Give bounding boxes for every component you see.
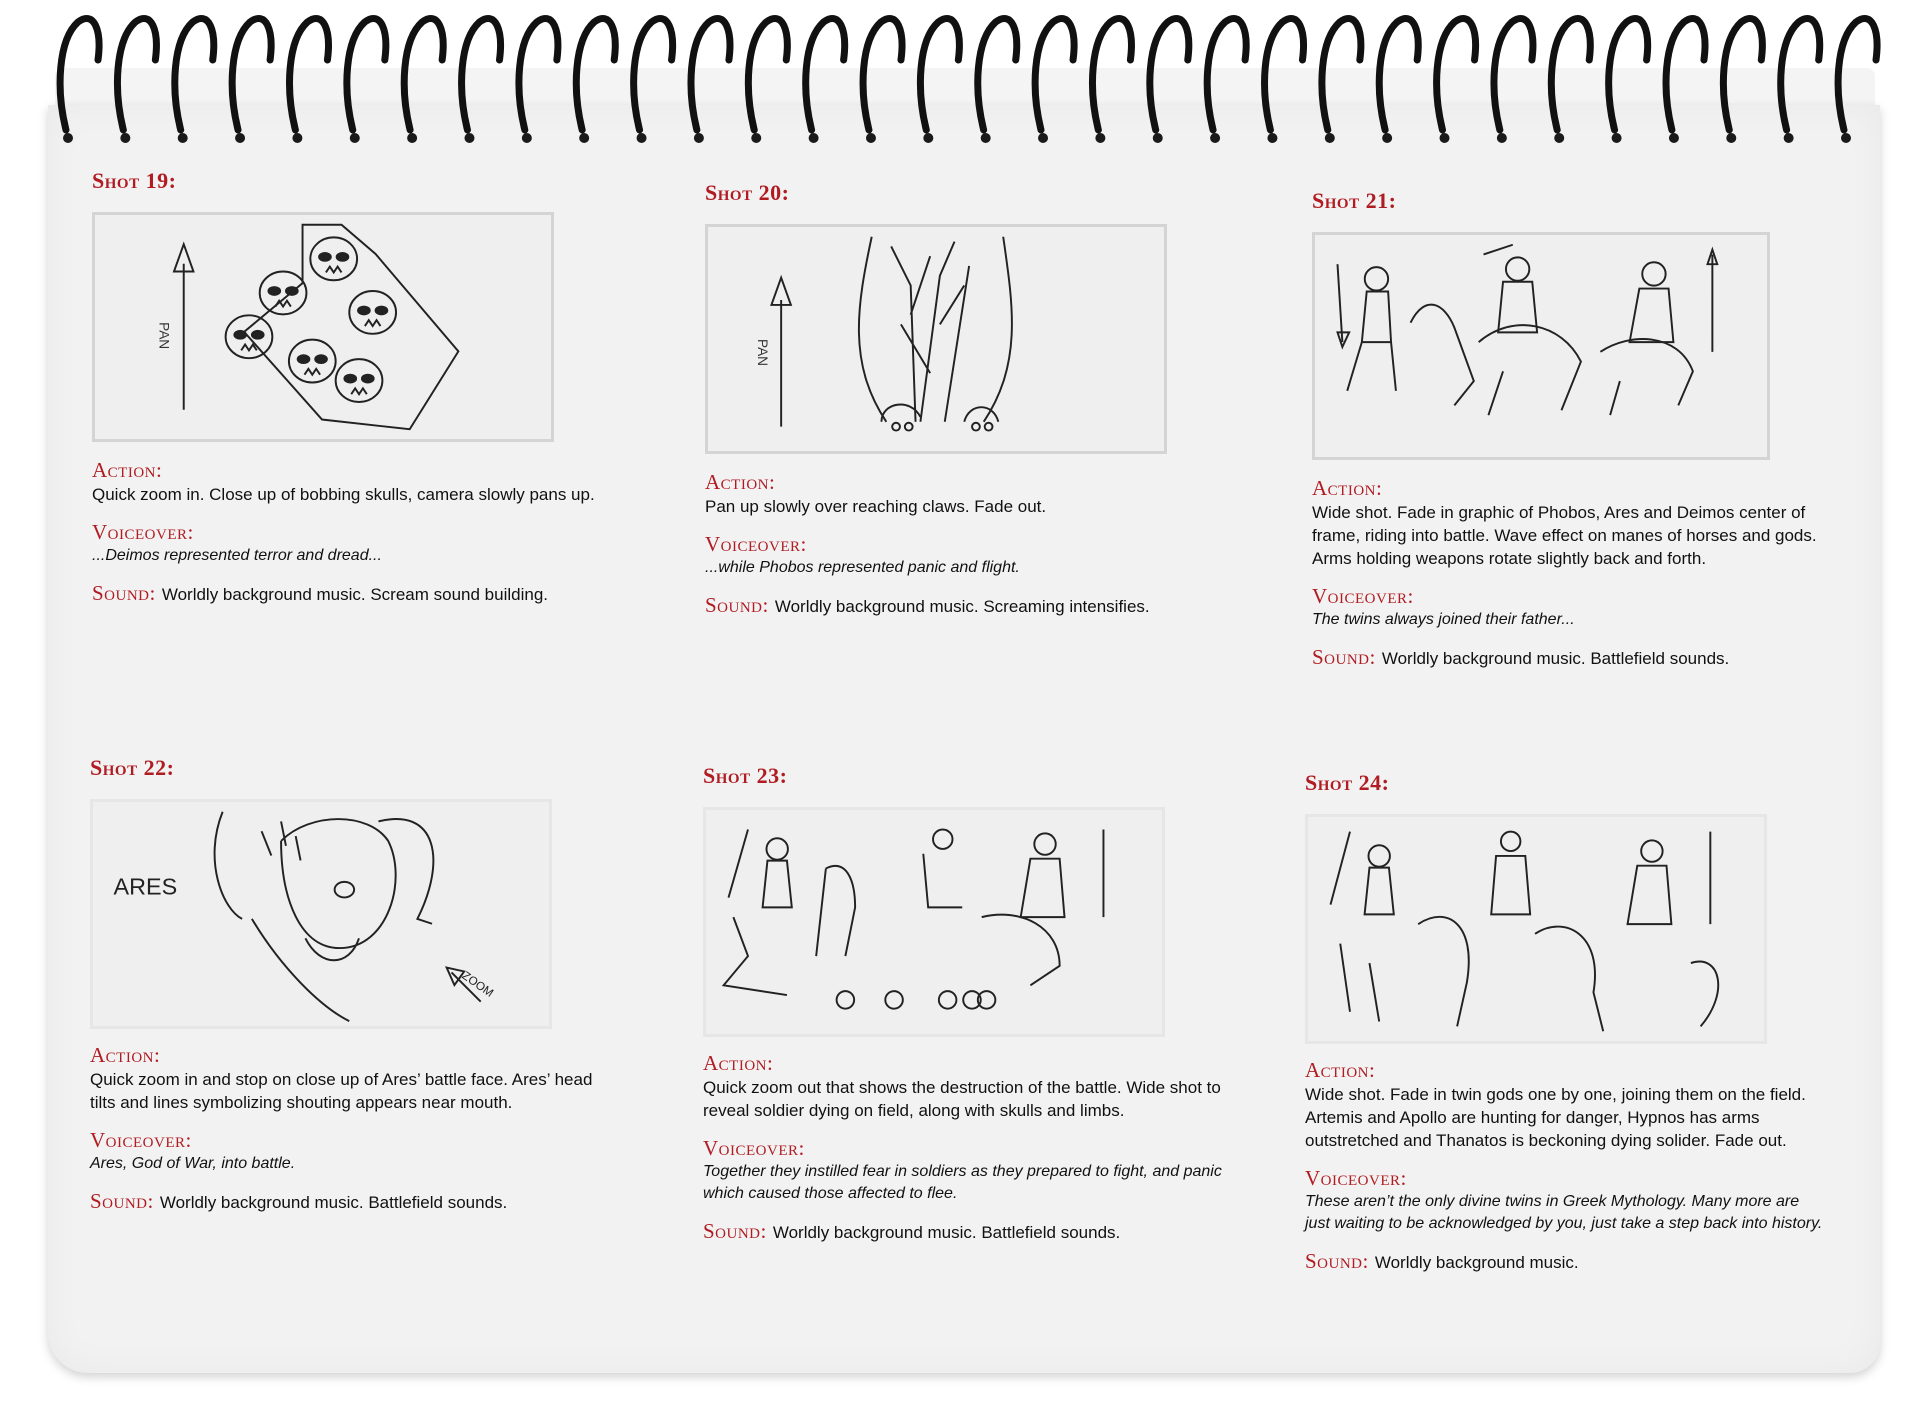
ares-face-sketch-icon bbox=[93, 802, 549, 1026]
binding-hole bbox=[1440, 133, 1450, 143]
sound-text: Worldly background music. Battlefield sounds. bbox=[159, 1193, 508, 1212]
voiceover-text: ...while Phobos represented panic and flight. bbox=[705, 559, 1020, 576]
spiral-coil bbox=[978, 18, 1017, 130]
voiceover-text: The twins always joined their father... bbox=[1312, 611, 1575, 628]
binding-hole bbox=[1612, 133, 1622, 143]
shot-title: Shot 22: bbox=[90, 755, 175, 780]
sound-text: Worldly background music. Battlefield sounds. bbox=[772, 1223, 1121, 1242]
voiceover-label: Voiceover: bbox=[703, 1136, 805, 1160]
voiceover-label: Voiceover: bbox=[1305, 1166, 1407, 1190]
action-label: Action: bbox=[1305, 1058, 1376, 1082]
binding-hole bbox=[1325, 133, 1335, 143]
action-label: Action: bbox=[90, 1043, 161, 1067]
action-text: Wide shot. Fade in twin gods one by one, joining them on the field. Artemis and Apollo are hunting for danger, Hypnos has arms outstretched and Thanatos is beckoning dying solider. Fade out. bbox=[1305, 1085, 1806, 1150]
storyboard-frame bbox=[1305, 814, 1767, 1044]
spiral-coil bbox=[1551, 18, 1590, 130]
shot-24 bbox=[1305, 770, 1825, 1274]
skull-icon bbox=[336, 359, 383, 402]
shot-title: Shot 19: bbox=[92, 168, 177, 193]
sound-label: Sound: bbox=[92, 581, 156, 605]
voiceover-text: Ares, God of War, into battle. bbox=[90, 1155, 296, 1172]
spiral-coil bbox=[1437, 18, 1476, 130]
svg-text:ZOOM: ZOOM bbox=[459, 969, 496, 1000]
binding-hole bbox=[1784, 133, 1794, 143]
sound-text: Worldly background music. Screaming intensifies. bbox=[774, 597, 1150, 616]
binding-hole bbox=[809, 133, 819, 143]
sound-text: Worldly background music. Battlefield sounds. bbox=[1381, 649, 1730, 668]
shot-title: Shot 20: bbox=[705, 180, 790, 205]
action-text: Quick zoom in and stop on close up of Ares’ battle face. Ares’ head tilts and lines symbolizing shouting appears near mouth. bbox=[90, 1070, 593, 1112]
binding-hole bbox=[63, 133, 73, 143]
spiral-coil bbox=[748, 18, 787, 130]
binding-hole bbox=[235, 133, 245, 143]
spiral-coil bbox=[347, 18, 386, 130]
spiral-coil bbox=[232, 18, 271, 130]
spiral-coil bbox=[1150, 18, 1189, 130]
binding-hole bbox=[981, 133, 991, 143]
spiral-coil bbox=[806, 18, 845, 130]
spiral-coil bbox=[175, 18, 214, 130]
sound-label: Sound: bbox=[1305, 1249, 1369, 1273]
battlefield-sketch-icon bbox=[706, 810, 1162, 1034]
voiceover-text: These aren’t the only divine twins in Greek Mythology. Many more are just waiting to be acknowledged by you, just take a step back into history. bbox=[1305, 1193, 1823, 1232]
skulls-sketch-icon bbox=[95, 215, 551, 439]
binding-hole bbox=[637, 133, 647, 143]
storyboard-frame bbox=[1312, 232, 1770, 460]
svg-text:ARES: ARES bbox=[113, 873, 178, 900]
storyboard-frame bbox=[703, 807, 1165, 1037]
spiral-coil bbox=[1666, 18, 1705, 130]
sound-text: Worldly background music. Scream sound building. bbox=[161, 585, 548, 604]
binding-hole bbox=[292, 133, 302, 143]
binding-hole bbox=[1038, 133, 1048, 143]
spiral-coil bbox=[519, 18, 558, 130]
binding-hole bbox=[1153, 133, 1163, 143]
shot-title: Shot 23: bbox=[703, 763, 788, 788]
spiral-coil bbox=[920, 18, 959, 130]
action-label: Action: bbox=[1312, 476, 1383, 500]
spiral-coil bbox=[462, 18, 501, 130]
skull-icon bbox=[885, 991, 903, 1009]
voiceover-text: ...Deimos represented terror and dread... bbox=[92, 547, 382, 564]
svg-text:PAN: PAN bbox=[156, 322, 172, 350]
storyboard-frame bbox=[92, 212, 554, 442]
sound-label: Sound: bbox=[705, 593, 769, 617]
spiral-coil bbox=[1609, 18, 1648, 130]
binding-hole bbox=[1095, 133, 1105, 143]
spiral-binding-icon bbox=[0, 0, 1920, 170]
voiceover-label: Voiceover: bbox=[92, 520, 194, 544]
spiral-coil bbox=[1265, 18, 1304, 130]
skull-icon bbox=[837, 991, 855, 1009]
voiceover-label: Voiceover: bbox=[1312, 584, 1414, 608]
binding-hole bbox=[694, 133, 704, 143]
binding-hole bbox=[1669, 133, 1679, 143]
binding-hole bbox=[464, 133, 474, 143]
action-text: Quick zoom out that shows the destruction of the battle. Wide shot to reveal soldier dying on field, along with skulls and limbs. bbox=[703, 1078, 1221, 1120]
skull-icon bbox=[939, 991, 957, 1009]
binding-hole bbox=[579, 133, 589, 143]
spiral-coil bbox=[1322, 18, 1361, 130]
twin-gods-sketch-icon bbox=[1308, 817, 1764, 1041]
storyboard-frame bbox=[90, 799, 552, 1029]
skull-icon bbox=[310, 237, 357, 280]
voiceover-label: Voiceover: bbox=[90, 1128, 192, 1152]
sound-label: Sound: bbox=[90, 1189, 154, 1213]
action-text: Pan up slowly over reaching claws. Fade out. bbox=[705, 497, 1047, 516]
action-label: Action: bbox=[703, 1051, 774, 1075]
svg-text:PAN: PAN bbox=[754, 339, 770, 367]
binding-hole bbox=[120, 133, 130, 143]
shot-title: Shot 21: bbox=[1312, 188, 1397, 213]
spiral-coil bbox=[634, 18, 673, 130]
binding-hole bbox=[1726, 133, 1736, 143]
binding-hole bbox=[407, 133, 417, 143]
voiceover-text: Together they instilled fear in soldiers as they prepared to fight, and panic which caused those affected to flee. bbox=[703, 1163, 1222, 1202]
binding-hole bbox=[751, 133, 761, 143]
binding-hole bbox=[1554, 133, 1564, 143]
sound-text: Worldly background music. bbox=[1374, 1253, 1579, 1272]
binding-hole bbox=[350, 133, 360, 143]
binding-hole bbox=[178, 133, 188, 143]
spiral-coil bbox=[1838, 18, 1877, 130]
shot-23 bbox=[703, 763, 1223, 1244]
shot-20 bbox=[705, 180, 1225, 618]
binding-hole bbox=[1497, 133, 1507, 143]
shot-22 bbox=[90, 755, 610, 1214]
riders-sketch-icon bbox=[1315, 235, 1767, 457]
binding-hole bbox=[522, 133, 532, 143]
spiral-coil bbox=[117, 18, 156, 130]
action-text: Wide shot. Fade in graphic of Phobos, Ares and Deimos center of frame, riding into battle. Wave effect on manes of horses and gods. Arms holding weapons rotate slightly back and forth. bbox=[1312, 503, 1817, 568]
spiral-coil bbox=[1723, 18, 1762, 130]
claws-sketch-icon bbox=[708, 227, 1164, 451]
spiral-coil bbox=[863, 18, 902, 130]
spiral-coil bbox=[290, 18, 329, 130]
sound-label: Sound: bbox=[703, 1219, 767, 1243]
voiceover-label: Voiceover: bbox=[705, 532, 807, 556]
binding-hole bbox=[923, 133, 933, 143]
shot-21 bbox=[1312, 188, 1832, 670]
action-label: Action: bbox=[92, 458, 163, 482]
action-label: Action: bbox=[705, 470, 776, 494]
spiral-coil bbox=[1494, 18, 1533, 130]
spiral-coil bbox=[576, 18, 615, 130]
storyboard-frame bbox=[705, 224, 1167, 454]
shot-19 bbox=[92, 168, 612, 606]
spiral-coil bbox=[404, 18, 443, 130]
skull-icon bbox=[349, 291, 396, 334]
binding-hole bbox=[866, 133, 876, 143]
binding-hole bbox=[1841, 133, 1851, 143]
sound-label: Sound: bbox=[1312, 645, 1376, 669]
spiral-coil bbox=[1093, 18, 1132, 130]
spiral-coil bbox=[1781, 18, 1820, 130]
skull-icon bbox=[289, 340, 336, 383]
spiral-coil bbox=[60, 18, 99, 130]
binding-hole bbox=[1210, 133, 1220, 143]
spiral-coil bbox=[1207, 18, 1246, 130]
spiral-coil bbox=[691, 18, 730, 130]
shot-title: Shot 24: bbox=[1305, 770, 1390, 795]
action-text: Quick zoom in. Close up of bobbing skulls, camera slowly pans up. bbox=[92, 485, 595, 504]
spiral-coil bbox=[1035, 18, 1074, 130]
skull-icon bbox=[260, 271, 307, 314]
binding-hole bbox=[1382, 133, 1392, 143]
spiral-coil bbox=[1379, 18, 1418, 130]
binding-hole bbox=[1267, 133, 1277, 143]
